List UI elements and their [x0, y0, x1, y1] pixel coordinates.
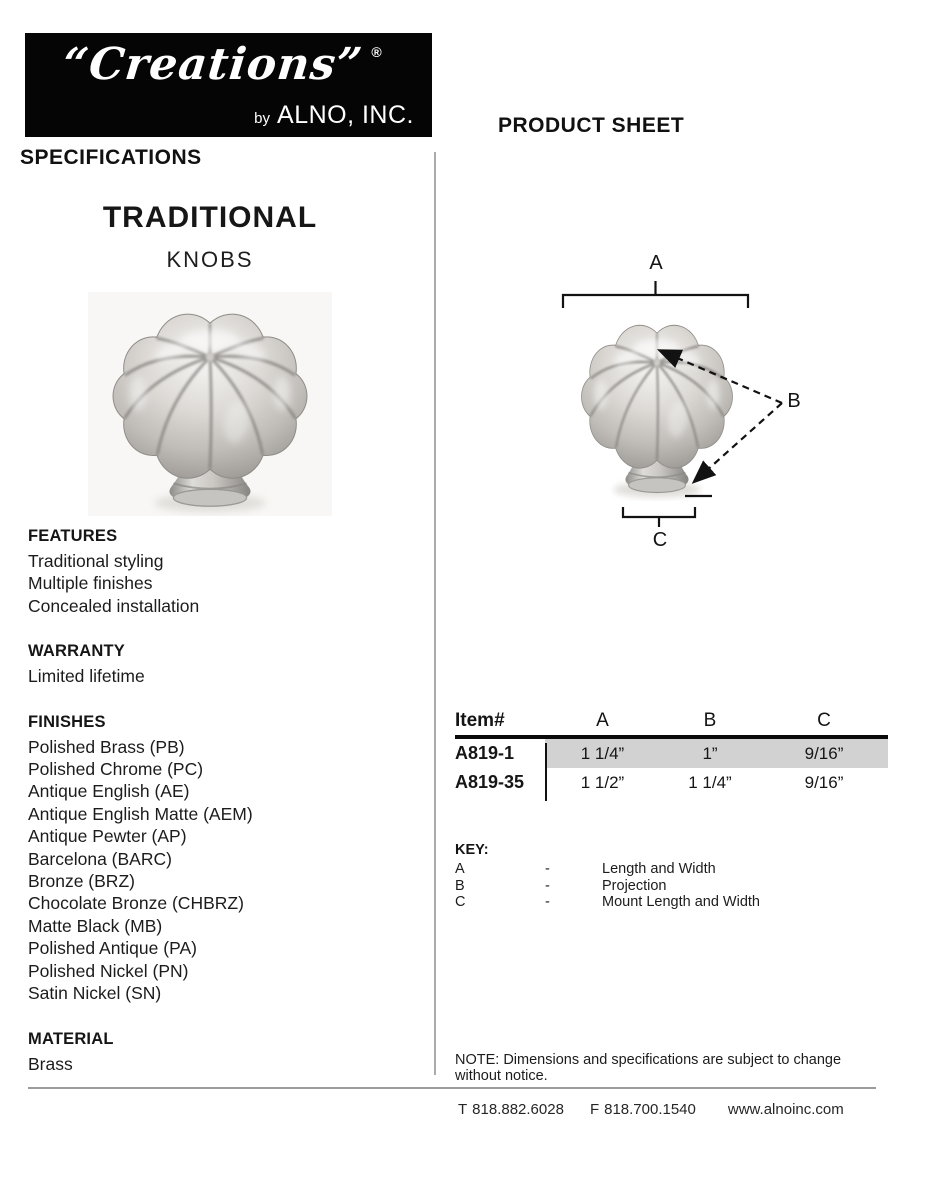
key-entry	[455, 894, 875, 911]
key-heading: KEY:	[455, 842, 489, 858]
key-label: C	[455, 894, 466, 910]
material-heading: MATERIAL	[28, 1029, 114, 1048]
dimension-c-value: 9/16”	[760, 739, 888, 768]
footer-divider	[28, 1087, 876, 1089]
feature-item: Multiple finishes	[28, 573, 153, 594]
table-header-a: A	[596, 710, 609, 731]
feature-item: Traditional styling	[28, 551, 164, 571]
dimension-a-value: 1 1/4”	[545, 739, 660, 768]
fax-label: F	[589, 1101, 600, 1118]
dimension-b-value: 1 1/4”	[688, 772, 732, 792]
item-number: A819-35	[455, 772, 525, 792]
table-header-c: C	[817, 710, 831, 731]
finish-item: Polished Nickel (PN)	[28, 960, 189, 981]
dimension-a-value: 1 1/2”	[580, 772, 625, 792]
finish-item: Barcelona (BARC)	[28, 848, 172, 869]
column-divider	[434, 152, 436, 1075]
product-subtitle: KNOBS	[166, 247, 254, 272]
key-label: A	[455, 861, 465, 877]
finish-item: Polished Antique (PA)	[28, 938, 197, 959]
phone-label: T	[458, 1101, 468, 1118]
finish-item: Matte Black (MB)	[28, 915, 163, 936]
dimension-a-bracket	[563, 295, 748, 308]
table-column-divider	[545, 743, 547, 801]
warranty-section	[28, 642, 423, 687]
table-header-item: Item#	[455, 710, 505, 731]
key-dash: -	[545, 894, 550, 910]
key-dash: -	[545, 861, 550, 877]
key-description: Projection	[602, 877, 667, 894]
key-description: Mount Length and Width	[602, 894, 760, 910]
footer-contact	[458, 1101, 844, 1118]
product-photo	[88, 292, 332, 516]
key-description: Length and Width	[602, 861, 716, 877]
finish-item: Polished Brass (PB)	[28, 736, 185, 757]
features-heading: FEATURES	[28, 527, 118, 545]
warranty-item: Limited lifetime	[28, 666, 145, 687]
dimension-b-leader-bottom	[695, 403, 782, 481]
finishes-heading: FINISHES	[28, 712, 106, 731]
dimension-annotations	[540, 278, 870, 528]
finish-item: Antique Pewter (AP)	[28, 826, 187, 847]
material-section	[28, 1030, 423, 1075]
finish-item: Satin Nickel (SN)	[28, 983, 162, 1004]
dimension-label-a: A	[649, 252, 663, 274]
table-row	[455, 739, 888, 768]
specifications-heading: SPECIFICATIONS	[20, 146, 202, 169]
fax-number: 818.700.1540	[604, 1101, 696, 1118]
table-header-b: B	[703, 710, 717, 731]
warranty-heading: WARRANTY	[28, 642, 125, 661]
phone-number: 818.882.6028	[472, 1101, 564, 1118]
logo-brand-text: “Creations”	[60, 39, 366, 90]
table-row	[455, 768, 888, 797]
product-sheet-heading: PRODUCT SHEET	[498, 114, 685, 137]
features-section	[28, 527, 423, 617]
dimension-c-value: 9/16”	[804, 772, 844, 792]
finishes-section	[28, 713, 423, 1005]
item-number: A819-1	[455, 743, 515, 763]
dimension-b-value: 1”	[660, 739, 760, 768]
dimension-label-b: B	[787, 390, 801, 412]
specifications-column	[28, 527, 423, 1075]
key-section	[455, 842, 875, 911]
finish-item: Antique English Matte (AEM)	[28, 803, 253, 824]
feature-item: Concealed installation	[28, 595, 200, 616]
dimension-label-c: C	[652, 529, 668, 551]
finish-item: Chocolate Bronze (CHBRZ)	[28, 893, 244, 914]
disclaimer-note: NOTE: Dimensions and specifications are subject to change without notice.	[455, 1052, 842, 1084]
key-entry	[455, 861, 875, 878]
logo-brand	[61, 39, 385, 90]
product-title: TRADITIONAL	[102, 201, 318, 234]
key-label: B	[455, 877, 465, 894]
dimension-b-leader-top	[661, 351, 782, 403]
material-item: Brass	[28, 1053, 73, 1074]
key-dash: -	[545, 877, 550, 894]
finish-item: Bronze (BRZ)	[28, 871, 135, 892]
key-entry	[455, 878, 875, 895]
logo-by-text: by	[254, 110, 271, 127]
table-header-row	[455, 710, 888, 739]
website-link[interactable]: www.alnoinc.com	[727, 1101, 844, 1118]
knob-photo-image	[88, 292, 332, 516]
dimension-c-bracket	[623, 507, 695, 517]
finish-item: Antique English (AE)	[28, 781, 190, 802]
creations-logo	[25, 33, 432, 137]
registered-trademark-icon: ®	[371, 44, 384, 60]
finish-item: Polished Chrome (PC)	[28, 759, 204, 780]
dimensions-table	[455, 710, 888, 797]
logo-byline	[254, 101, 414, 130]
logo-company-text: ALNO, INC.	[277, 101, 414, 129]
